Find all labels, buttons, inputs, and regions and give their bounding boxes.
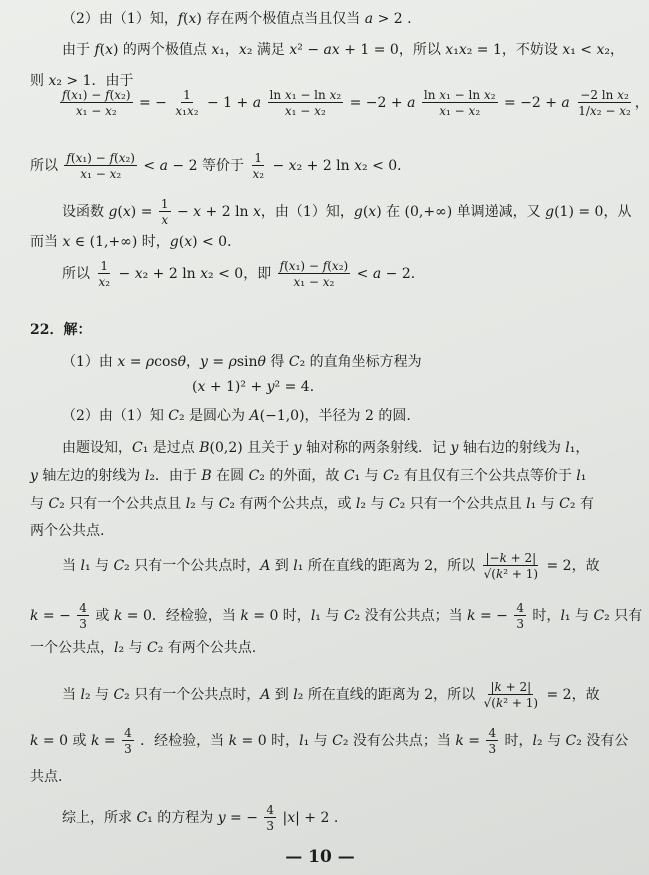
g-function-line: 设函数 g(x) = $\frac{1}{x}$ − x + 2 ln x，由（1）知，g(x) 在 (0,+∞) 单调递减，又 g(1) = 0，从 (62, 197, 632, 227)
g-negative-line: 而当 x ∈ (1,+∞) 时，g(x) < 0． (30, 234, 242, 250)
case-l2-end-line: 共点. (30, 769, 63, 785)
circle-equation: (x + 1)² + y² = 4． (192, 379, 324, 395)
rays-line: 由题设知，C₁ 是过点 B(0,2) 且关于 y 轴对称的两条射线．记 y 轴右边的射线为 l₁， (62, 440, 590, 456)
page-number: — 10 — (285, 847, 355, 867)
case-l1-result-line: k = − $\frac{4}{3}$ 或 k = 0．经检验，当 k = 0 时，l₁ 与 C₂ 没有公共点；当 k = − $\frac{4}{3}$ 时，l₁ 与 C₂ 只有 (30, 601, 643, 631)
circle-center-line: （2）由（1）知 C₂ 是圆心为 A(−1,0)，半径为 2 的圆. (62, 408, 411, 424)
conclusion-21-line: 所以 $\frac{1}{\text{x₂}}$ − x₂ + 2 ln x₂ < 0，即 $\frac{\text{f(x₁) − f(x₂)}}{\text{x₁ − x₂}}$ < a − 2． (62, 259, 425, 289)
case-l2-result-line: k = 0 或 k = $\frac{4}{3}$ ．经检验，当 k = 0 时，l₁ 与 C₂ 没有公共点；当 k = $\frac{4}{3}$ 时，l₂ 与 C₂ 没有公 (30, 726, 629, 756)
extreme-points-line: 由于 f(x) 的两个极值点 x₁，x₂ 满足 x² − ax + 1 = 0，所以 x₁x₂ = 1，不妨设 x₁ < x₂， (62, 42, 625, 58)
equivalence-line: 所以 $\frac{\text{f(x₁) − f(x₂)}}{\text{x₁ − x₂}}$ < a − 2 等价于 $\frac{1}{\text{x₂}}$ − x₂ + 2 ln x₂ < 0． (30, 151, 412, 181)
question-22-header: 22．解： (30, 322, 92, 338)
left-ray-line: y 轴左边的射线为 l₂．由于 B 在圆 C₂ 的外面，故 C₁ 与 C₂ 有且仅有三个公共点等价于 l₁ (30, 468, 587, 484)
condition-end-line: 两个公共点. (30, 523, 105, 539)
case-l1-line: 当 l₁ 与 C₂ 只有一个公共点时，A 到 l₁ 所在直线的距离为 2，所以 $\frac{|-k + 2|}{\text{√(k² + 1)}}$ = 2，故 (62, 551, 600, 581)
case-l2-line: 当 l₂ 与 C₂ 只有一个公共点时，A 到 l₂ 所在直线的距离为 2，所以 $\frac{|k + 2|}{\text{√(k² + 1)}}$ = 2，故 (62, 680, 600, 710)
slope-equation: $\frac{\text{f(x₁) − f(x₂)}}{\text{x₁ − x₂}}$ = − $\frac{1}{\text{x₁x₂}}$ − 1 + a $\frac{\text{ln x₁ − ln x₂}}{\text{x₁ − x₂}}$ = −2 + a $\frac{\text{ln x₁ − ln x₂}}{\text{x₁ − x₂}}$ = −2 + a $\frac{\text{−2 ln x₂}}{\text{1/x₂ − x₂}}$ ， (62, 88, 649, 118)
case-l1-end-line: 一个公共点，l₂ 与 C₂ 有两个公共点. (30, 640, 257, 656)
assume-line: 则 x₂ > 1．由于 (30, 73, 134, 89)
condition-line: 与 C₂ 只有一个公共点且 l₂ 与 C₂ 有两个公共点，或 l₂ 与 C₂ 只有一个公共点且 l₁ 与 C₂ 有 (30, 496, 594, 512)
part-2-statement: （2）由（1）知，f(x) 存在两个极值点当且仅当 a > 2 . (62, 11, 412, 27)
final-answer-line: 综上，所求 C₁ 的方程为 y = − $\frac{4}{3}$ |x| + 2 . (62, 803, 339, 833)
polar-conversion-line: （1）由 x = ρcosθ，y = ρsinθ 得 C₂ 的直角坐标方程为 (62, 354, 422, 370)
